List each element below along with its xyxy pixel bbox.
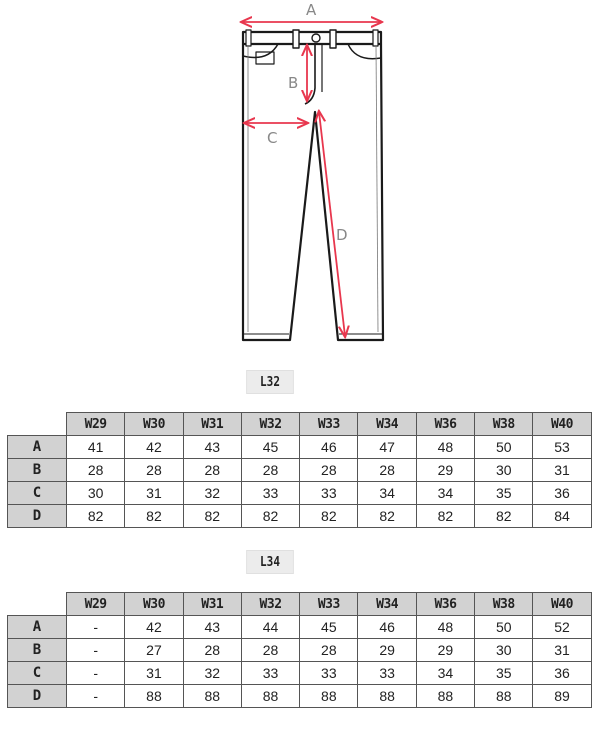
table-row bbox=[8, 459, 592, 482]
table-cell: 43 bbox=[183, 616, 241, 639]
table-cell: 42 bbox=[125, 436, 183, 459]
column-header: W32 bbox=[241, 593, 299, 616]
table-cell: 30 bbox=[475, 459, 533, 482]
table-cell: 28 bbox=[241, 459, 299, 482]
table-cell: 88 bbox=[358, 685, 416, 708]
table-cell: 28 bbox=[183, 639, 241, 662]
table-cell: 82 bbox=[241, 505, 299, 528]
label-c: C bbox=[267, 129, 278, 147]
table-cell: 82 bbox=[125, 505, 183, 528]
table-title-l32: L32 bbox=[246, 370, 294, 394]
table-cell: 28 bbox=[125, 459, 183, 482]
row-header: D bbox=[8, 505, 67, 528]
table-cell: 35 bbox=[475, 482, 533, 505]
column-header: W31 bbox=[183, 593, 241, 616]
row-header: C bbox=[8, 662, 67, 685]
label-a: A bbox=[306, 1, 317, 19]
table-cell: 33 bbox=[241, 662, 299, 685]
size-table-l34 bbox=[7, 592, 592, 708]
table-row bbox=[8, 436, 592, 459]
table-cell: 30 bbox=[475, 639, 533, 662]
table-cell: 31 bbox=[533, 459, 591, 482]
column-header: W40 bbox=[533, 593, 591, 616]
table-cell: 33 bbox=[300, 482, 358, 505]
column-header: W30 bbox=[125, 413, 183, 436]
label-b: B bbox=[288, 74, 299, 92]
row-header: B bbox=[8, 459, 67, 482]
table-cell: 45 bbox=[300, 616, 358, 639]
table-cell: 48 bbox=[416, 436, 474, 459]
column-header: W38 bbox=[475, 413, 533, 436]
measurement-arrows bbox=[242, 22, 381, 336]
table-cell: 28 bbox=[67, 459, 125, 482]
corner-cell bbox=[8, 413, 67, 436]
column-header: W29 bbox=[67, 593, 125, 616]
jeans-outline bbox=[243, 30, 383, 340]
table-cell: 34 bbox=[416, 662, 474, 685]
table-cell: 89 bbox=[533, 685, 591, 708]
table-cell: 82 bbox=[475, 505, 533, 528]
table-cell: 33 bbox=[241, 482, 299, 505]
header-row bbox=[8, 593, 592, 616]
table-row bbox=[8, 662, 592, 685]
table-cell: 34 bbox=[416, 482, 474, 505]
table-cell: 88 bbox=[416, 685, 474, 708]
column-header: W40 bbox=[533, 413, 591, 436]
column-header: W31 bbox=[183, 413, 241, 436]
table-cell: 53 bbox=[533, 436, 591, 459]
column-header: W34 bbox=[358, 593, 416, 616]
table-cell: 28 bbox=[183, 459, 241, 482]
table-cell: 88 bbox=[475, 685, 533, 708]
table-cell: 41 bbox=[67, 436, 125, 459]
table-cell: 47 bbox=[358, 436, 416, 459]
table-cell: 82 bbox=[67, 505, 125, 528]
table-cell: 31 bbox=[125, 482, 183, 505]
table-cell: 45 bbox=[241, 436, 299, 459]
column-header: W34 bbox=[358, 413, 416, 436]
table-cell: 29 bbox=[416, 639, 474, 662]
size-table-l32 bbox=[7, 412, 592, 528]
table-row bbox=[8, 685, 592, 708]
table-cell: - bbox=[67, 662, 125, 685]
column-header: W36 bbox=[416, 593, 474, 616]
table-cell: 28 bbox=[300, 459, 358, 482]
column-header: W33 bbox=[300, 593, 358, 616]
table-cell: 82 bbox=[358, 505, 416, 528]
table-cell: 32 bbox=[183, 482, 241, 505]
table-cell: 48 bbox=[416, 616, 474, 639]
label-d: D bbox=[336, 226, 348, 244]
row-header: A bbox=[8, 616, 67, 639]
table-cell: 29 bbox=[416, 459, 474, 482]
table-cell: 88 bbox=[241, 685, 299, 708]
table-cell: 82 bbox=[183, 505, 241, 528]
table-cell: 35 bbox=[475, 662, 533, 685]
table-cell: 33 bbox=[300, 662, 358, 685]
table-cell: - bbox=[67, 685, 125, 708]
table-cell: 36 bbox=[533, 662, 591, 685]
column-header: W29 bbox=[67, 413, 125, 436]
table-cell: 50 bbox=[475, 616, 533, 639]
column-header: W36 bbox=[416, 413, 474, 436]
table-cell: 42 bbox=[125, 616, 183, 639]
table-cell: 44 bbox=[241, 616, 299, 639]
header-row bbox=[8, 413, 592, 436]
table-row bbox=[8, 616, 592, 639]
table-cell: 34 bbox=[358, 482, 416, 505]
column-header: W32 bbox=[241, 413, 299, 436]
table-cell: 30 bbox=[67, 482, 125, 505]
corner-cell bbox=[8, 593, 67, 616]
table-cell: 46 bbox=[300, 436, 358, 459]
table-cell: 46 bbox=[358, 616, 416, 639]
table-cell: 36 bbox=[533, 482, 591, 505]
table-cell: 50 bbox=[475, 436, 533, 459]
table-cell: 31 bbox=[125, 662, 183, 685]
table-row bbox=[8, 505, 592, 528]
table-cell: 43 bbox=[183, 436, 241, 459]
table-row bbox=[8, 639, 592, 662]
table-title-l34: L34 bbox=[246, 550, 294, 574]
table-cell: 28 bbox=[300, 639, 358, 662]
row-header: B bbox=[8, 639, 67, 662]
table-cell: 31 bbox=[533, 639, 591, 662]
column-header: W38 bbox=[475, 593, 533, 616]
row-header: A bbox=[8, 436, 67, 459]
jeans-measurement-diagram bbox=[0, 0, 600, 360]
table-cell: - bbox=[67, 616, 125, 639]
table-cell: 84 bbox=[533, 505, 591, 528]
table-cell: 28 bbox=[358, 459, 416, 482]
table-cell: 27 bbox=[125, 639, 183, 662]
table-cell: 28 bbox=[241, 639, 299, 662]
row-header: D bbox=[8, 685, 67, 708]
table-cell: 52 bbox=[533, 616, 591, 639]
row-header: C bbox=[8, 482, 67, 505]
column-header: W33 bbox=[300, 413, 358, 436]
table-cell: 32 bbox=[183, 662, 241, 685]
table-cell: 33 bbox=[358, 662, 416, 685]
table-cell: 88 bbox=[183, 685, 241, 708]
table-cell: - bbox=[67, 639, 125, 662]
table-cell: 88 bbox=[125, 685, 183, 708]
table-cell: 88 bbox=[300, 685, 358, 708]
column-header: W30 bbox=[125, 593, 183, 616]
table-cell: 29 bbox=[358, 639, 416, 662]
table-row bbox=[8, 482, 592, 505]
table-cell: 82 bbox=[416, 505, 474, 528]
table-cell: 82 bbox=[300, 505, 358, 528]
arrow-d bbox=[319, 112, 345, 336]
